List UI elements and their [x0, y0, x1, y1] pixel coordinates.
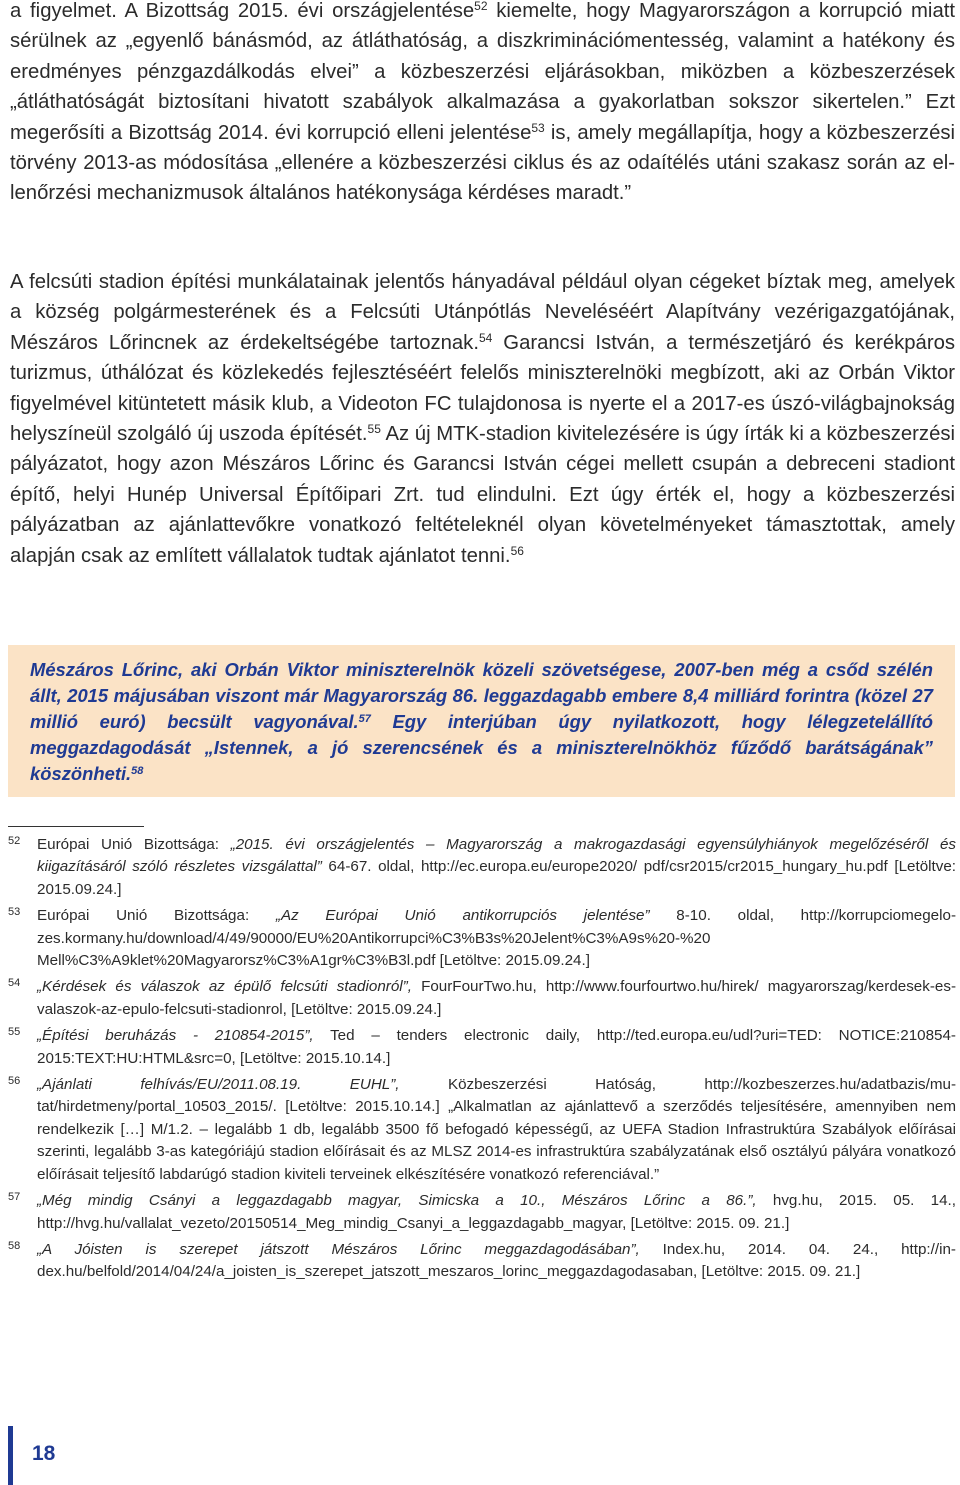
footnote-number: 55	[8, 1026, 21, 1039]
footnote-52	[8, 834, 956, 901]
highlight-text-part: Mészáros Lőrinc, aki Orbán Viktor miniszterelnök közeli szövetségese, 2007-ben még a csőd szélén állt, 2015 májusában viszont már Magyarország 86. leggazdagabb embere 8,4 milliárd forintra (közel 27 millió euró) becsült vagyonával.	[30, 659, 933, 732]
footnote-56	[8, 1074, 956, 1186]
footnote-title: „Kérdések és válaszok az épülő felcsúti stadionról”,	[37, 978, 412, 996]
paragraph-text: Az új MTK-stadion kivitelezésére is úgy írták ki a közbeszerzési pályázatot, hogy azon Mészáros Lőrinc és Garancsi István cégei mellett csupán a debreceni stadiont építő, helyi Hunép Universal Építőipari Zrt. tud elindulni. Ezt úgy érték el, hogy a közbeszerzési pályázatban az ajánlattevőkre vonatkozó feltételeknél olyan követelményeket támasztottak, amely alapján csak az említett vállalatok tudtak ajánlatot tenni.	[10, 423, 955, 567]
footnote-number: 54	[8, 977, 21, 990]
footnotes-section	[8, 834, 956, 1288]
footnote-title: „Építési beruházás - 210854-2015”,	[37, 1027, 314, 1045]
footnote-text: Ted – tenders electronic daily, http://ted.europa.eu/udl?uri=TED: NOTICE:210854-2015:TEXT:HU:HTML&src=0, [Letöltve: 2015.10.14.]	[37, 1027, 956, 1067]
footnote-53	[8, 905, 956, 972]
footnote-text: Közbeszerzési Hatóság, http://kozbeszerzes.hu/adatbazis/mutat/hirdetmeny/portal_10503_2015/. [Letöltve: 2015.10.14.] „Alkalmatlan az ajánlattevő a szerződés teljesítésére, amennyiben nem rendelkezik […] M/1.2. – legalább 1 db, legalább 3500 fő befogadó képességű, az UEFA Stadion Infrastruktúra Szabályok előírásai szerinti, legalább 3-as kategóriájú stadion előírásait és az MLSZ 2014-es infrastruktúra szabályzatának első osztályú pályára vonatkozó előírásait teljesítő labdarúgó stadion kiviteli terveinek elkészítésére vonatkozó referenciával.”	[37, 1076, 956, 1183]
footnote-text: FourFourTwo.hu, http://www.fourfourtwo.hu/hirek/ magyarorszag/kerdesek-es-valaszok-az-epulo-felcsuti-stadionrol, [Letöltve: 2015.09.24.]	[37, 978, 956, 1018]
page-number: 18	[32, 1442, 56, 1465]
footnote-ref-58[interactable]: 58	[131, 765, 144, 777]
footnote-ref-53[interactable]: 53	[531, 120, 545, 135]
paragraph-text: Garancsi István, a természetjáró és kerékpáros turizmus, úthálózat és közlekedés fejlesztéséért felelős miniszterelnöki megbízott, aki az Orbán Viktor figyelmével kitüntetett másik klub, a Videoton FC tulajdonosa is nyerte el a 2017-es úszó-világbajnokság helyszíneül szolgáló új uszoda építését.	[10, 331, 955, 446]
page-marker-bar	[8, 1426, 13, 1485]
paragraph-text: is, amely megállapítja, hogy a közbeszerzési törvény 2013-as módosítása „ellenére a közbeszerzési ciklus és az odaítélés utáni szakasz során az ellenőrzési mechanizmusok általános hatékonysága kérdéses maradt.”	[10, 121, 955, 205]
footnote-text: 64-67. oldal, http://ec.europa.eu/europe2020/ pdf/csr2015/cr2015_hungary_hu.pdf [Letöltve: 2015.09.24.]	[37, 858, 956, 898]
highlight-text	[30, 657, 933, 787]
footnote-text: Index.hu, 2014. 04. 24., http://index.hu/belfold/2014/04/24/a_joisten_is_szerepet_jatszott_meszaros_lorinc_meggazdagodasaban, [Letöltve: 2015. 09. 21.]	[37, 1240, 956, 1281]
footnote-title: „Az Európai Unió antikorrupciós jelentése”	[275, 907, 650, 925]
footnote-number: 53	[8, 906, 21, 919]
footnote-55	[8, 1025, 956, 1070]
footnote-ref-54[interactable]: 54	[478, 330, 493, 345]
footnote-number: 52	[8, 835, 21, 847]
footnote-title: „2015. évi országjelentés – Magyarország a makrogazdasági egyensúlyhiányok megelőzéséről és kiigazításáról szóló részletes vizsgálattal”	[37, 836, 956, 876]
footnote-title: „A Jóisten is szerepet játszott Mészáros Lőrinc meggazdagodásában”,	[37, 1240, 640, 1258]
footnote-ref-52[interactable]: 52	[474, 0, 488, 13]
footnote-text: Európai Unió Bizottsága:	[37, 907, 276, 925]
footnote-57	[8, 1190, 956, 1235]
paragraph-text: A felcsúti stadion építési munkálatainak jelentős hányadával például olyan cégeket bíztak meg, amelyek a község polgármesterének és a Felcsúti Utánpótlás Neveléséért Alapítvány vezérigazgatójának, Mészáros Lőrincnek az érdekeltségébe tartoznak.	[10, 271, 955, 354]
body-paragraph-1	[10, 0, 955, 209]
footnote-number: 58	[8, 1239, 21, 1252]
footnote-ref-55[interactable]: 55	[367, 422, 381, 437]
footnote-number: 57	[8, 1191, 21, 1204]
footnote-54	[8, 976, 956, 1021]
footnote-title: „Még mindig Csányi a leggazdagabb magyar, Simicska a 10., Mészáros Lőrinc a 86.”,	[37, 1192, 757, 1210]
highlight-text-part: Egy interjúban úgy nyilatkozott, hogy lélegzetelállító meggazdagodását „Istennek, a jó szerencsének és a miniszterelnökhöz fűződő barátságának” köszönheti.	[30, 711, 933, 784]
highlight-box	[8, 645, 955, 797]
body-paragraph-2	[10, 267, 955, 571]
footnote-ref-56[interactable]: 56	[510, 543, 524, 558]
footnote-ref-57[interactable]: 57	[358, 713, 371, 725]
footnote-text: hvg.hu, 2015. 05. 14., http://hvg.hu/vallalat_vezeto/20150514_Meg_mindig_Csanyi_a_leggazdagabb_magyar, [Letöltve: 2015. 09. 21.]	[37, 1192, 956, 1232]
paragraph-text: kiemelte, hogy Magyarországon a korrupció miatt sérülnek az „egyenlő bánásmód, az átláthatóság, a diszkriminációmentesség, valamint a hatékony és eredményes pénzgazdálkodás elvei” a közbeszerzési eljárásokban, miközben a közbeszerzések „átláthatóságát biztosítani hivatott szabályok alkalmazása a gyakorlatban sokszor sikertelen.” Ezt megerősíti a Bizottság 2014. évi korrupció elleni jelentése	[10, 0, 955, 144]
footnote-divider	[8, 826, 144, 827]
paragraph-text: a figyelmet. A Bizottság 2015. évi országjelentése	[10, 0, 475, 22]
footnote-text: 8-10. oldal, http://korrupciomegelozes.kormany.hu/download/4/49/90000/EU%20Antikorrupci%C3%B3s%20Jelent%C3%A9s%20-%20 Mell%C3%A9klet%20Magyarorsz%C3%A1gr%C3%B3l.pdf [Letöltve: 2015.09.24.]	[37, 907, 957, 970]
footnote-58	[8, 1239, 956, 1284]
footnote-text: Európai Unió Bizottsága:	[37, 836, 231, 853]
footnote-number: 56	[8, 1075, 21, 1088]
footnote-title: „Ajánlati felhívás/EU/2011.08.19. EUHL”,	[37, 1076, 400, 1094]
